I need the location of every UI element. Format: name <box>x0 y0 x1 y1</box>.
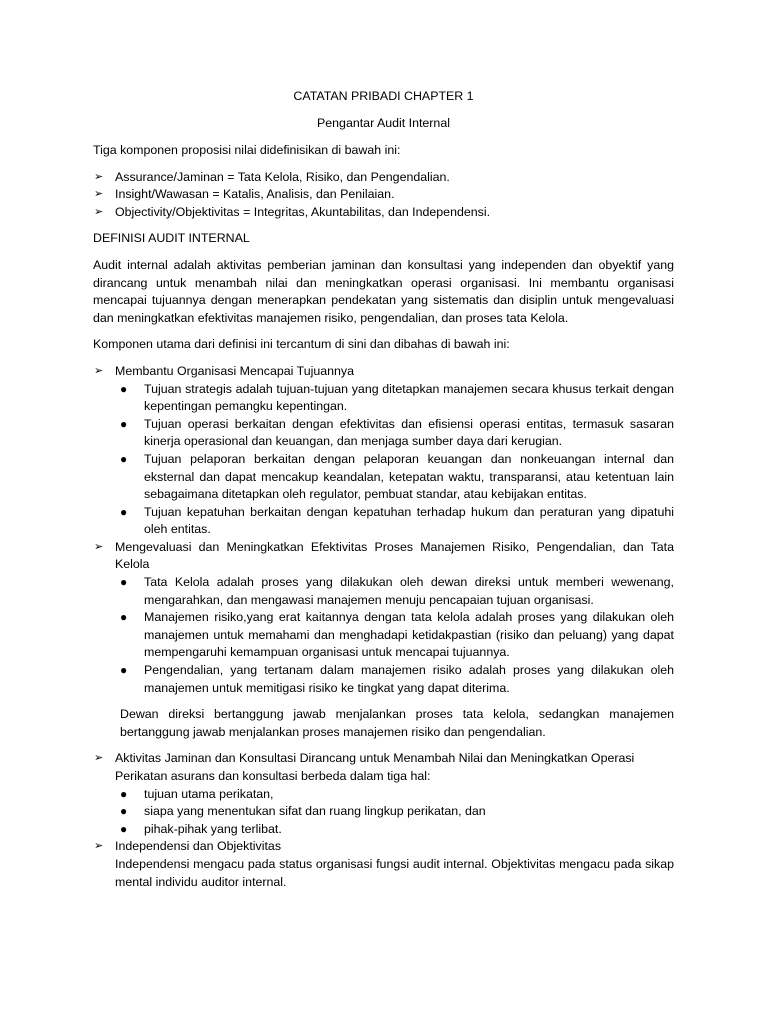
section-text: Independensi mengacu pada status organisasi fungsi audit internal. Objektivitas mengacu pada sikap mental individu auditor internal. <box>115 856 674 889</box>
list-item-text: tujuan utama perikatan, <box>144 786 274 801</box>
engagement-bullet-list <box>115 786 674 839</box>
section-heading: Mengevaluasi dan Meningkatkan Efektivitas Proses Manajemen Risiko, Pengendalian, dan Tata Kelola <box>115 539 674 572</box>
governance-bullet-list <box>115 574 674 697</box>
bullet-dot-icon: ● <box>120 821 128 836</box>
document-title: CATATAN PRIBADI CHAPTER 1 <box>293 89 474 103</box>
list-item <box>115 381 674 416</box>
list-item-text: Tujuan strategis adalah tujuan-tujuan yang ditetapkan manajemen secara khusus terkait dengan kepentingan pemangku kepentingan. <box>144 381 674 414</box>
section-helping-objectives <box>93 363 674 539</box>
bullet-dot-icon: ● <box>120 451 128 466</box>
section-assurance-consulting <box>93 750 674 838</box>
objectives-bullet-list <box>115 381 674 539</box>
list-item-text: Tujuan kepatuhan berkaitan dengan kepatuhan terhadap hukum dan peraturan yang dipatuhi oleh entitas. <box>144 504 674 537</box>
list-item <box>115 662 674 697</box>
list-item <box>115 609 674 662</box>
arrow-bullet-icon: ➢ <box>94 540 104 553</box>
definition-heading: DEFINISI AUDIT INTERNAL <box>93 231 250 246</box>
bullet-dot-icon: ● <box>120 610 128 625</box>
section-heading: Aktivitas Jaminan dan Konsultasi Dirancang untuk Menambah Nilai dan Meningkatkan Operasi <box>115 751 635 766</box>
document-subtitle: Pengantar Audit Internal <box>317 116 450 130</box>
list-item-text: Insight/Wawasan = Katalis, Analisis, dan Penilaian. <box>115 187 395 202</box>
list-item <box>93 186 674 204</box>
section-subtext: Perikatan asurans dan konsultasi berbeda dalam tiga hal: <box>115 769 431 783</box>
bullet-dot-icon: ● <box>120 416 128 431</box>
list-item-text: siapa yang menentukan sifat dan ruang lingkup perikatan, dan <box>144 804 486 819</box>
arrow-bullet-icon: ➢ <box>94 840 104 853</box>
section-heading: Membantu Organisasi Mencapai Tujuannya <box>115 363 354 378</box>
definition-paragraph: Audit internal adalah aktivitas pemberian jaminan dan konsultasi yang independen dan obyektif yang dirancang untuk menambah nilai dan meningkatkan operasi organisasi. Ini membantu organisasi mencapai tujuannya dengan menerapkan pendekatan yang sistematis dan disiplin untuk mengevaluasi dan meningkatkan efektivitas manajemen risiko, pengendalian, dan proses tata Kelola. <box>93 257 674 325</box>
list-item <box>93 169 674 187</box>
list-item <box>115 574 674 609</box>
list-item <box>115 786 674 804</box>
arrow-bullet-icon: ➢ <box>94 170 104 183</box>
bullet-dot-icon: ● <box>120 575 128 590</box>
list-item-text: Objectivity/Objektivitas = Integritas, Akuntabilitas, dan Independensi. <box>115 204 491 219</box>
bullet-dot-icon: ● <box>120 663 128 678</box>
bullet-dot-icon: ● <box>120 786 128 801</box>
list-item <box>115 803 674 821</box>
list-item <box>93 204 674 222</box>
components-intro: Komponen utama dari definisi ini tercantum di sini dan dibahas di bawah ini: <box>93 337 510 352</box>
value-components-list <box>93 169 674 222</box>
list-item-text: Tata Kelola adalah proses yang dilakukan oleh dewan direksi untuk memberi wewenang, mengarahkan, dan mengawasi manajemen menuju pencapaian tujuan organisasi. <box>144 575 674 607</box>
list-item <box>115 821 674 839</box>
responsibility-note: Dewan direksi bertanggung jawab menjalankan proses tata kelola, sedangkan manajemen bertanggung jawab menjalankan proses manajemen risiko dan pengendalian. <box>120 707 674 739</box>
list-item-text: Pengendalian, yang tertanam dalam manajemen risiko adalah proses yang dilakukan oleh manajemen untuk memitigasi risiko ke tingkat yang dapat diterima. <box>144 663 674 695</box>
list-item <box>115 504 674 539</box>
arrow-bullet-icon: ➢ <box>94 364 104 377</box>
section-heading: Independensi dan Objektivitas <box>115 839 282 854</box>
bullet-dot-icon: ● <box>120 381 128 396</box>
intro-text: Tiga komponen proposisi nilai didefinisikan di bawah ini: <box>93 143 401 157</box>
list-item-text: pihak-pihak yang terlibat. <box>144 821 282 836</box>
bullet-dot-icon: ● <box>120 504 128 519</box>
arrow-bullet-icon: ➢ <box>94 205 104 218</box>
components-list <box>93 363 674 891</box>
arrow-bullet-icon: ➢ <box>94 752 104 765</box>
bullet-dot-icon: ● <box>120 804 128 819</box>
arrow-bullet-icon: ➢ <box>94 188 104 201</box>
section-independence-objectivity <box>93 838 674 891</box>
list-item-text: Tujuan pelaporan berkaitan dengan pelaporan keuangan dan nonkeuangan internal dan eksternal dan dapat mencakup keandalan, ketepatan waktu, transparansi, atau ketentuan lain sebagaimana ditetapkan oleh regulator, pembuat standar, atau kebijakan entitas. <box>144 451 674 502</box>
list-item-text: Manajemen risiko,yang erat kaitannya dengan tata kelola adalah proses yang dilakukan oleh manajemen untuk memahami dan menghadapi ketidakpastian (risiko dan peluang) yang dapat mempengaruhi kemampuan organisasi untuk mencapai tujuannya. <box>144 610 674 660</box>
section-evaluating-effectiveness <box>93 539 674 742</box>
list-item-text: Assurance/Jaminan = Tata Kelola, Risiko, dan Pengendalian. <box>115 169 450 184</box>
list-item <box>115 451 674 504</box>
list-item-text: Tujuan operasi berkaitan dengan efektivitas dan efisiensi operasi entitas, termasuk sasaran kinerja operasional dan keuangan, dan menjaga sumber daya dari kerugian. <box>144 416 674 449</box>
document-body <box>93 88 674 891</box>
list-item <box>115 416 674 451</box>
